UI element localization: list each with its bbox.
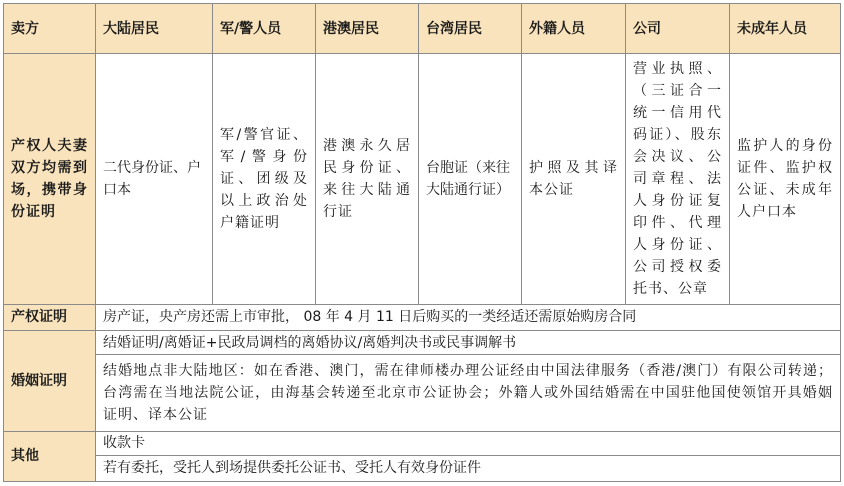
header-foreign-nationals: 外籍人员 bbox=[522, 4, 626, 54]
header-hk-macau-residents: 港澳居民 bbox=[316, 4, 419, 54]
id-row bbox=[4, 54, 841, 305]
other-row-1 bbox=[4, 431, 841, 455]
property-row bbox=[4, 304, 841, 330]
requirements-table bbox=[3, 3, 841, 482]
marriage-row-line2: 结婚地点非大陆地区：如在香港、澳门，需在律师楼办理公证经由中国法律服务（香港/澳门）有限公司转递；台湾需在当地法院公证，由海基会转递至北京市公证协会；外籍人或外国结婚需在中国驻他国使领馆开具婚姻证明、译本公证 bbox=[96, 355, 841, 431]
header-mainland-residents: 大陆居民 bbox=[96, 4, 213, 54]
other-row-line1: 收款卡 bbox=[96, 431, 841, 455]
id-company-cell: 营业执照、（三证合一统一信用代码证）、股东会决议、公司章程、法人身份证复印件、代理人身份证、公司授权委托书、公章 bbox=[626, 54, 730, 305]
id-hk-macau-cell: 港澳永久居民身份证、来往大陆通行证 bbox=[316, 54, 419, 305]
id-row-label: 产权人夫妻双方均需到场，携带身份证明 bbox=[4, 54, 96, 305]
id-taiwan-cell: 台胞证（来往大陆通行证） bbox=[419, 54, 522, 305]
marriage-row-1 bbox=[4, 331, 841, 355]
id-foreign-cell: 护照及其译本公证 bbox=[522, 54, 626, 305]
marriage-row-2 bbox=[4, 355, 841, 431]
other-row-2 bbox=[4, 455, 841, 481]
property-row-text: 房产证，央产房还需上市审批， 08 年 4 月 11 日后购买的一类经适还需原始购房合同 bbox=[96, 304, 841, 330]
header-row bbox=[4, 4, 841, 54]
header-seller: 卖方 bbox=[4, 4, 96, 54]
header-military-police: 军/警人员 bbox=[213, 4, 316, 54]
property-row-label: 产权证明 bbox=[4, 304, 96, 330]
id-mainland-cell: 二代身份证、户口本 bbox=[96, 54, 213, 305]
header-taiwan-residents: 台湾居民 bbox=[419, 4, 522, 54]
id-minors-cell: 监护人的身份证件、监护权公证、未成年人户口本 bbox=[730, 54, 841, 305]
marriage-row-line1: 结婚证明/离婚证+民政局调档的离婚协议/离婚判决书或民事调解书 bbox=[96, 331, 841, 355]
header-minors: 未成年人员 bbox=[730, 4, 841, 54]
other-row-line2: 若有委托，受托人到场提供委托公证书、受托人有效身份证件 bbox=[96, 455, 841, 481]
id-military-cell: 军/警官证、军/警身份证、团级及以上政治处户籍证明 bbox=[213, 54, 316, 305]
marriage-row-label: 婚姻证明 bbox=[4, 331, 96, 432]
header-company: 公司 bbox=[626, 4, 730, 54]
other-row-label: 其他 bbox=[4, 431, 96, 481]
